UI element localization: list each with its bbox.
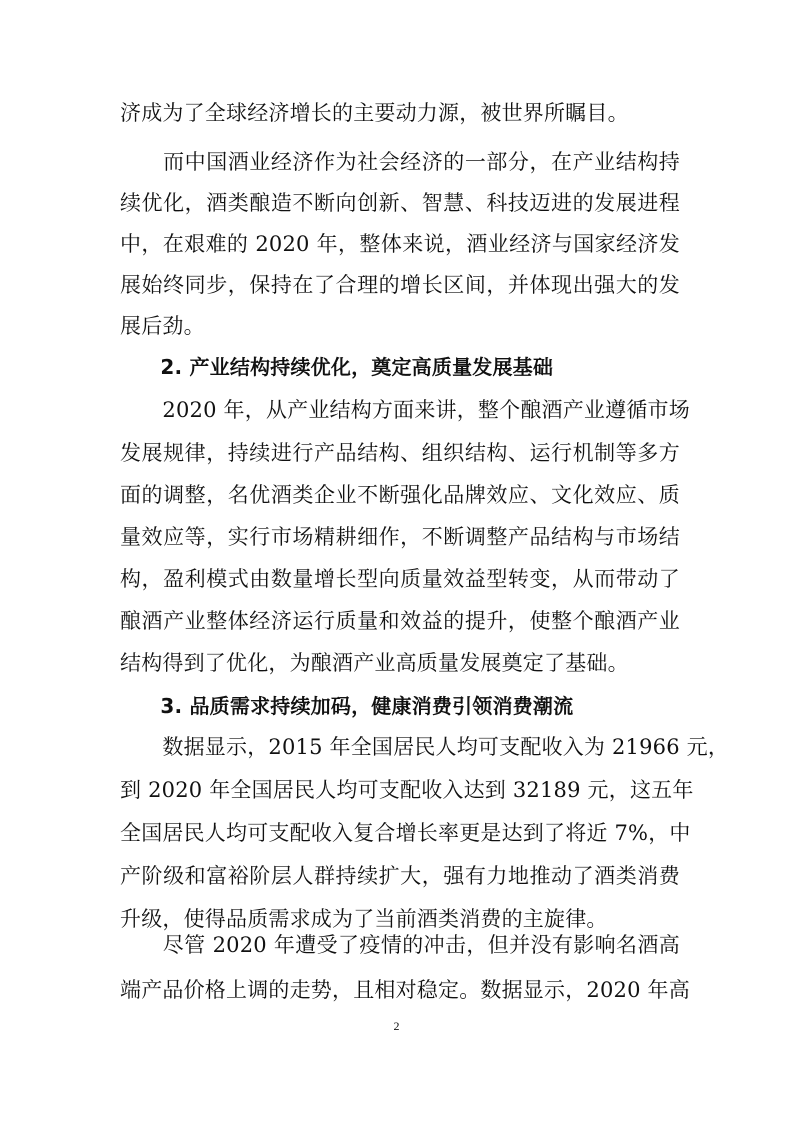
paragraph-4-line-2: 到 2020 年全国居民人均可支配收入达到 32189 元，这五年 — [120, 778, 694, 802]
paragraph-4-line-5: 升级，使得品质需求成为了当前酒类消费的主旋律。 — [120, 907, 608, 931]
paragraph-3-line-3: 面的调整，名优酒类企业不断强化品牌效应、文化效应、质 — [120, 483, 680, 507]
paragraph-3-line-4: 量效应等，实行市场精耕细作，不断调整产品结构与市场结 — [120, 525, 680, 549]
page-number: 2 — [393, 1019, 400, 1033]
paragraph-4-line-4: 产阶级和富裕阶层人群持续扩大，强有力地推动了酒类消费 — [120, 864, 680, 888]
paragraph-3-line-5: 构，盈利模式由数量增长型向质量效益型转变，从而带动了 — [120, 567, 680, 591]
paragraph-3-line-6: 酿酒产业整体经济运行质量和效益的提升，使整个酿酒产业 — [120, 609, 680, 633]
paragraph-1-line-1: 济成为了全球经济增长的主要动力源，被世界所瞩目。 — [120, 101, 629, 125]
section-heading-2: 2. 产业结构持续优化，奠定高质量发展基础 — [120, 355, 554, 379]
paragraph-5-line-1: 尽管 2020 年遭受了疫情的冲击，但并没有影响名酒高 — [120, 933, 680, 957]
paragraph-3-line-7: 结构得到了优化，为酿酒产业高质量发展奠定了基础。 — [120, 651, 629, 675]
paragraph-3-line-2: 发展规律，持续进行产品结构、组织结构、运行机制等多方 — [120, 441, 680, 465]
paragraph-2-line-5: 展后劲。 — [120, 314, 205, 338]
paragraph-5-line-2: 端产品价格上调的走势，且相对稳定。数据显示，2020 年高 — [120, 978, 690, 1002]
paragraph-4-line-3: 全国居民人均可支配收入复合增长率更是达到了将近 7%，中 — [120, 821, 691, 845]
paragraph-4-line-1: 数据显示，2015 年全国居民人均可支配收入为 21966 元， — [120, 735, 730, 759]
section-heading-3: 3. 品质需求持续加码，健康消费引领消费潮流 — [120, 694, 574, 718]
paragraph-2-line-4: 展始终同步，保持在了合理的增长区间，并体现出强大的发 — [120, 273, 680, 297]
paragraph-2-line-2: 续优化，酒类酿造不断向创新、智慧、科技迈进的发展进程 — [120, 191, 680, 215]
paragraph-2-line-1: 而中国酒业经济作为社会经济的一部分，在产业结构持 — [120, 150, 680, 174]
paragraph-2-line-3: 中，在艰难的 2020 年，整体来说，酒业经济与国家经济发 — [120, 232, 680, 256]
paragraph-3-line-1: 2020 年，从产业结构方面来讲，整个酿酒产业遵循市场 — [120, 398, 690, 422]
